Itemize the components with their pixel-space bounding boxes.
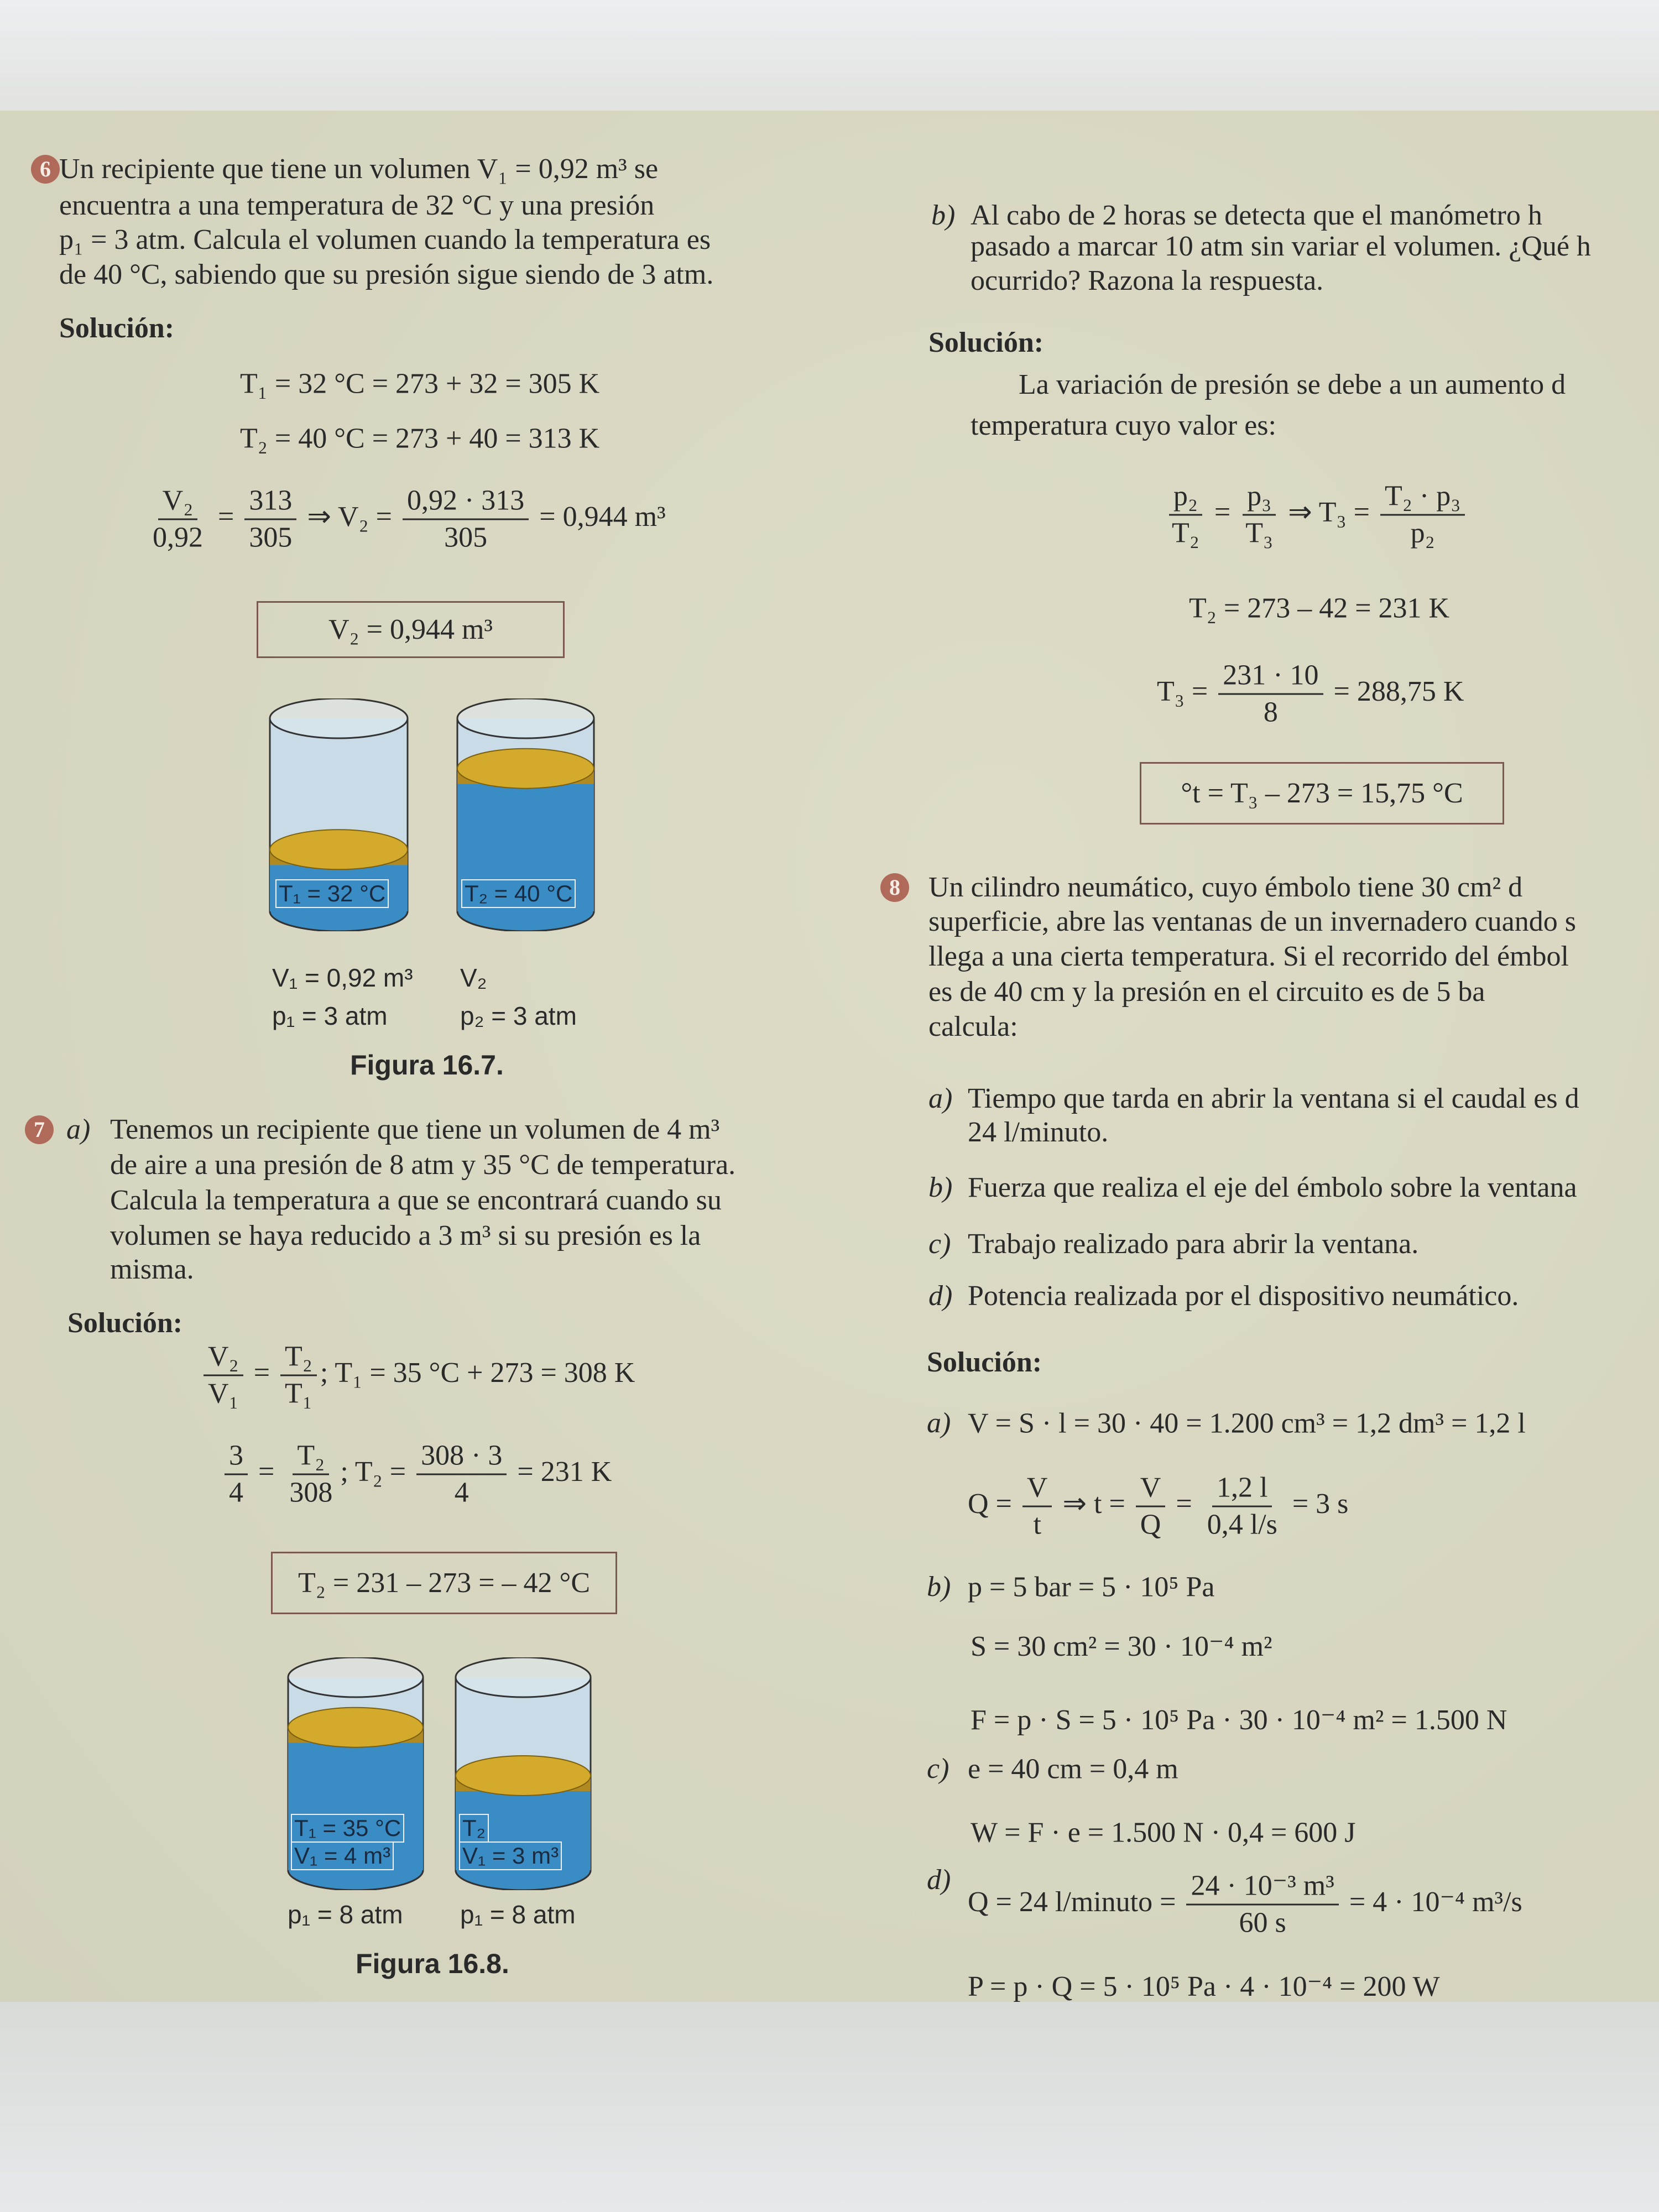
denominator: 0,4 l/s: [1207, 1509, 1277, 1541]
denominator: 8: [1263, 696, 1278, 728]
fraction: [244, 483, 296, 556]
cylinder-label: T₁ = 35 °C: [291, 1814, 404, 1843]
equation: [200, 1339, 635, 1412]
numerator: T₂ · p₃: [1380, 479, 1465, 516]
solution-text: temperatura cuyo valor es:: [971, 410, 1276, 441]
problem-number-badge: 8: [880, 873, 909, 902]
fraction: [225, 1438, 248, 1511]
fraction: [1203, 1470, 1282, 1543]
problem-text-line: p₁ = 3 atm. Calcula el volumen cuando la temperatura es: [59, 224, 711, 255]
figure-label: p₁ = 8 atm: [460, 1900, 576, 1929]
denominator: 60 s: [1239, 1907, 1286, 1939]
item-label: a): [927, 1407, 951, 1439]
item-label: c): [928, 1228, 951, 1260]
problem-text-line: llega a una cierta temperatura. Si el recorrido del émbol: [928, 941, 1569, 972]
result-box: [1140, 762, 1504, 825]
equation: [1189, 592, 1449, 625]
equation: [145, 483, 666, 556]
denominator: Q: [1140, 1509, 1161, 1541]
fraction: [1218, 658, 1323, 731]
cylinder-label: T₂: [459, 1814, 489, 1843]
equation-term: =: [1168, 1488, 1199, 1520]
equation-term: ; T₂ =: [340, 1455, 414, 1488]
equation-term: =: [1207, 496, 1238, 528]
fraction: [285, 1438, 337, 1511]
problem-text-line: superficie, abre las ventanas de un invernadero cuando s: [928, 906, 1576, 937]
equation-term: = 4 · 10⁻⁴ m³/s: [1342, 1886, 1522, 1918]
cylinder-label: V₁ = 4 m³: [291, 1841, 394, 1870]
solution-text: La variación de presión se debe a un aumento d: [1019, 369, 1566, 400]
equation: [968, 1970, 1440, 2003]
denominator: V₁: [208, 1378, 239, 1410]
numerator: p₃: [1243, 479, 1276, 516]
problem-text-line: de aire a una presión de 8 atm y 35 °C de temperatura.: [110, 1149, 736, 1181]
numerator: V₂: [158, 483, 198, 520]
problem-text-line: Calcula la temperatura a que se encontrará cuando su: [110, 1185, 722, 1216]
equation: [240, 368, 599, 400]
equation-term: ; T₁ = 35 °C + 273 = 308 K: [320, 1357, 635, 1389]
fraction: [1022, 1470, 1052, 1543]
figure-label: p₁ = 3 atm: [272, 1001, 388, 1030]
numerator: 24 · 10⁻³ m³: [1186, 1869, 1338, 1906]
equation: [221, 1438, 612, 1511]
numerator: 3: [225, 1438, 248, 1475]
numerator: T₂: [293, 1438, 329, 1475]
background-top: [0, 0, 1659, 111]
problem-text-line: volumen se haya reducido a 3 m³ si su presión es la: [110, 1220, 701, 1251]
numerator: p₂: [1169, 479, 1202, 516]
part-label: a): [66, 1114, 91, 1145]
problem-text-line: es de 40 cm y la presión en el circuito es de 5 ba: [928, 976, 1485, 1008]
equation-term: ⇒ t =: [1055, 1488, 1133, 1520]
denominator: T₁: [285, 1378, 312, 1410]
numerator: T₂: [280, 1339, 317, 1376]
fraction: [1241, 479, 1277, 551]
denominator: 4: [229, 1477, 243, 1509]
equation-term: p = 5 bar = 5 · 10⁵ Pa: [968, 1571, 1215, 1603]
result-text: T₂ = 231 – 273 = – 42 °C: [298, 1567, 591, 1599]
item-text: Tiempo que tarda en abrir la ventana si el caudal es d: [968, 1083, 1579, 1114]
equation-term: T₂ = 273 – 42 = 231 K: [1189, 592, 1450, 624]
denominator: p₂: [1410, 517, 1435, 549]
equation: [968, 1753, 1178, 1786]
equation-term: T₃ =: [1157, 675, 1215, 707]
fraction: [1167, 479, 1204, 551]
denominator: 305: [249, 521, 293, 554]
fraction: [1186, 1869, 1338, 1941]
solution-heading: Solución:: [59, 312, 175, 344]
numerator: V₂: [204, 1339, 243, 1376]
fraction: [204, 1339, 243, 1412]
item-text: Trabajo realizado para abrir la ventana.: [968, 1228, 1419, 1260]
equation-term: T₂ = 40 °C = 273 + 40 = 313 K: [240, 422, 600, 455]
solution-heading: Solución:: [927, 1347, 1042, 1378]
numerator: 231 · 10: [1218, 658, 1323, 695]
problem-text-line: encuentra a una temperatura de 32 °C y una presión: [59, 190, 655, 221]
item-label: a): [928, 1083, 953, 1114]
item-text: Fuerza que realiza el eje del émbolo sobre la ventana: [968, 1172, 1577, 1203]
equation-term: = 288,75 K: [1326, 675, 1464, 707]
equation-term: V = S · l = 30 · 40 = 1.200 cm³ = 1,2 dm³ = 1,2 l: [968, 1407, 1526, 1439]
denominator: T₃: [1245, 517, 1274, 549]
equation-term: =: [211, 500, 242, 533]
denominator: 0,92: [153, 521, 203, 554]
equation: [1157, 658, 1464, 731]
item-text: Potencia realizada por el dispositivo neumático.: [968, 1280, 1519, 1312]
denominator: 305: [444, 521, 488, 554]
figure-label: p₁ = 8 atm: [288, 1900, 403, 1929]
equation-term: = 3 s: [1285, 1488, 1349, 1520]
item-text: 24 l/minuto.: [968, 1117, 1109, 1148]
equation-term: P = p · Q = 5 · 10⁵ Pa · 4 · 10⁻⁴ = 200 W: [968, 1971, 1440, 2002]
equation: [971, 1630, 1272, 1663]
equation-term: ⇒ V₂ =: [300, 500, 399, 533]
denominator: 4: [454, 1477, 469, 1509]
fraction: [403, 483, 529, 556]
numerator: 0,92 · 313: [403, 483, 529, 520]
problem-text-line: pasado a marcar 10 atm sin variar el volumen. ¿Qué h: [971, 231, 1591, 262]
equation: [971, 1703, 1507, 1736]
problem-number-badge: 7: [25, 1115, 54, 1144]
equation-term: S = 30 cm² = 30 · 10⁻⁴ m²: [971, 1631, 1272, 1662]
equation: [968, 1407, 1526, 1440]
problem-text-line: Al cabo de 2 horas se detecta que el manómetro h: [971, 200, 1542, 231]
figure-label: V₂: [460, 963, 487, 992]
equation-term: T₁ = 32 °C = 273 + 32 = 305 K: [240, 368, 600, 400]
problem-text-line: Un recipiente que tiene un volumen V₁ = 0,92 m³ se: [59, 153, 659, 185]
cylinder-label: V₁ = 3 m³: [459, 1841, 562, 1870]
fraction: [148, 483, 207, 556]
fraction: [1136, 1470, 1166, 1543]
numerator: 1,2 l: [1212, 1470, 1272, 1507]
equation-term: =: [251, 1455, 282, 1488]
part-label: b): [931, 200, 956, 231]
equation: [968, 1470, 1348, 1543]
figure-label: V₁ = 0,92 m³: [272, 963, 413, 992]
equation-term: F = p · S = 5 · 10⁵ Pa · 30 · 10⁻⁴ m² = 1.500 N: [971, 1704, 1507, 1736]
equation-term: e = 40 cm = 0,4 m: [968, 1753, 1178, 1785]
problem-text-line: ocurrido? Razona la respuesta.: [971, 265, 1324, 296]
item-label: d): [928, 1280, 953, 1312]
problem-text-line: Tenemos un recipiente que tiene un volumen de 4 m³: [110, 1114, 720, 1145]
item-label: d): [927, 1864, 951, 1896]
equation-term: ⇒ T₃ =: [1281, 496, 1377, 528]
numerator: V: [1136, 1470, 1166, 1507]
result-box: [271, 1552, 617, 1614]
problem-number-badge: 6: [31, 155, 60, 184]
fraction: [1380, 479, 1465, 551]
equation-term: W = F · e = 1.500 N · 0,4 = 600 J: [971, 1817, 1356, 1849]
problem-text-line: Un cilindro neumático, cuyo émbolo tiene 30 cm² d: [928, 872, 1523, 903]
figure-caption: Figura 16.8.: [356, 1948, 509, 1979]
background-bottom: [0, 2002, 1659, 2212]
equation: [968, 1571, 1215, 1604]
equation: [1164, 479, 1468, 551]
equation-term: =: [246, 1357, 278, 1389]
result-text: V₂ = 0,944 m³: [328, 613, 493, 645]
fraction: [416, 1438, 507, 1511]
equation: [968, 1869, 1522, 1941]
fraction: [280, 1339, 317, 1412]
equation-term: Q = 24 l/minuto =: [968, 1886, 1183, 1918]
equation: [240, 422, 599, 455]
numerator: 313: [244, 483, 296, 520]
cylinder-label: T₁ = 32 °C: [275, 879, 389, 908]
numerator: 308 · 3: [416, 1438, 507, 1475]
equation-term: = 0,944 m³: [532, 500, 666, 533]
result-text: °t = T₃ – 273 = 15,75 °C: [1181, 777, 1463, 809]
solution-heading: Solución:: [67, 1307, 183, 1339]
item-label: b): [928, 1172, 953, 1203]
cylinder-label: T₂ = 40 °C: [461, 879, 576, 908]
item-label: b): [927, 1571, 951, 1603]
equation-term: Q =: [968, 1488, 1019, 1520]
equation: [971, 1817, 1356, 1849]
figure-label: p₂ = 3 atm: [460, 1001, 577, 1030]
figure-caption: Figura 16.7.: [350, 1050, 504, 1081]
equation-term: = 231 K: [510, 1455, 612, 1488]
denominator: T₂: [1172, 517, 1199, 549]
denominator: 308: [289, 1477, 333, 1509]
problem-text-line: de 40 °C, sabiendo que su presión sigue siendo de 3 atm.: [59, 259, 714, 290]
denominator: t: [1033, 1509, 1041, 1541]
solution-heading: Solución:: [928, 327, 1044, 358]
item-label: c): [927, 1753, 950, 1785]
numerator: V: [1022, 1470, 1052, 1507]
problem-text-line: misma.: [110, 1254, 194, 1285]
result-box: [257, 601, 565, 658]
problem-text-line: calcula:: [928, 1011, 1018, 1042]
